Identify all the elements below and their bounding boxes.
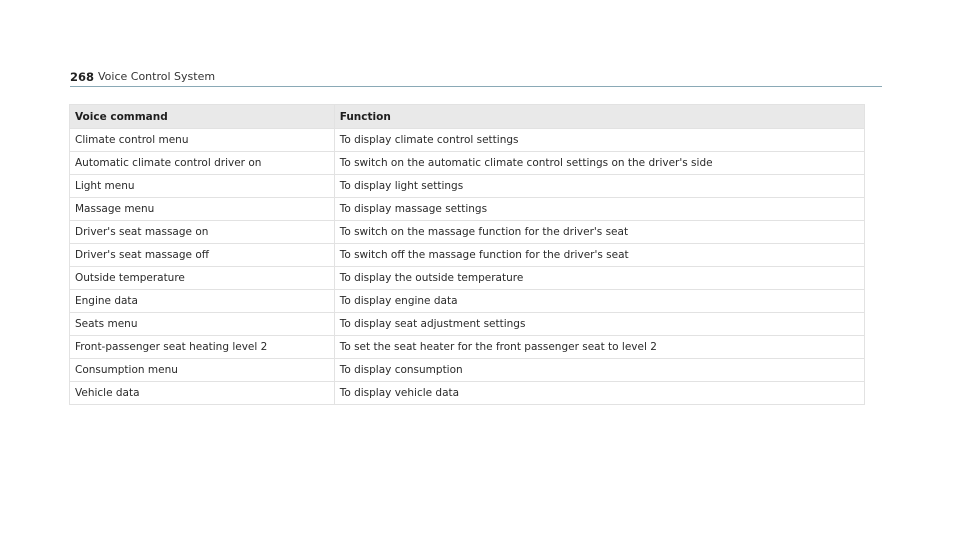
voice-command-cell: Engine data: [70, 290, 335, 313]
voice-command-cell: Driver's seat massage on: [70, 221, 335, 244]
column-header-voice-command: Voice command: [70, 105, 335, 129]
voice-command-cell: Light menu: [70, 175, 335, 198]
voice-command-cell: Driver's seat massage off: [70, 244, 335, 267]
voice-command-cell: Automatic climate control driver on: [70, 152, 335, 175]
function-cell: To display light settings: [334, 175, 864, 198]
function-cell: To switch off the massage function for the driver's seat: [334, 244, 864, 267]
voice-command-cell: Front-passenger seat heating level 2: [70, 336, 335, 359]
voice-command-cell: Climate control menu: [70, 129, 335, 152]
table-header-row: [70, 105, 865, 129]
table-row: [70, 152, 865, 175]
section-title: Voice Control System: [98, 70, 216, 83]
table-row: [70, 290, 865, 313]
function-cell: To switch on the massage function for the driver's seat: [334, 221, 864, 244]
column-header-function: Function: [334, 105, 864, 129]
function-cell: To display engine data: [334, 290, 864, 313]
page-number: 268: [70, 70, 95, 84]
function-cell: To display climate control settings: [334, 129, 864, 152]
table-row: [70, 382, 865, 405]
page-header: [70, 70, 882, 87]
table-row: [70, 359, 865, 382]
voice-command-cell: Vehicle data: [70, 382, 335, 405]
function-cell: To set the seat heater for the front passenger seat to level 2: [334, 336, 864, 359]
table-row: [70, 336, 865, 359]
voice-command-cell: Outside temperature: [70, 267, 335, 290]
table-row: [70, 313, 865, 336]
table-row: [70, 129, 865, 152]
table-row: [70, 244, 865, 267]
table-row: [70, 175, 865, 198]
function-cell: To switch on the automatic climate control settings on the driver's side: [334, 152, 864, 175]
voice-command-cell: Massage menu: [70, 198, 335, 221]
table-row: [70, 221, 865, 244]
function-cell: To display seat adjustment settings: [334, 313, 864, 336]
voice-command-cell: Seats menu: [70, 313, 335, 336]
voice-command-cell: Consumption menu: [70, 359, 335, 382]
function-cell: To display vehicle data: [334, 382, 864, 405]
table-row: [70, 267, 865, 290]
function-cell: To display the outside temperature: [334, 267, 864, 290]
function-cell: To display consumption: [334, 359, 864, 382]
table-row: [70, 198, 865, 221]
function-cell: To display massage settings: [334, 198, 864, 221]
voice-command-table: [69, 104, 865, 405]
